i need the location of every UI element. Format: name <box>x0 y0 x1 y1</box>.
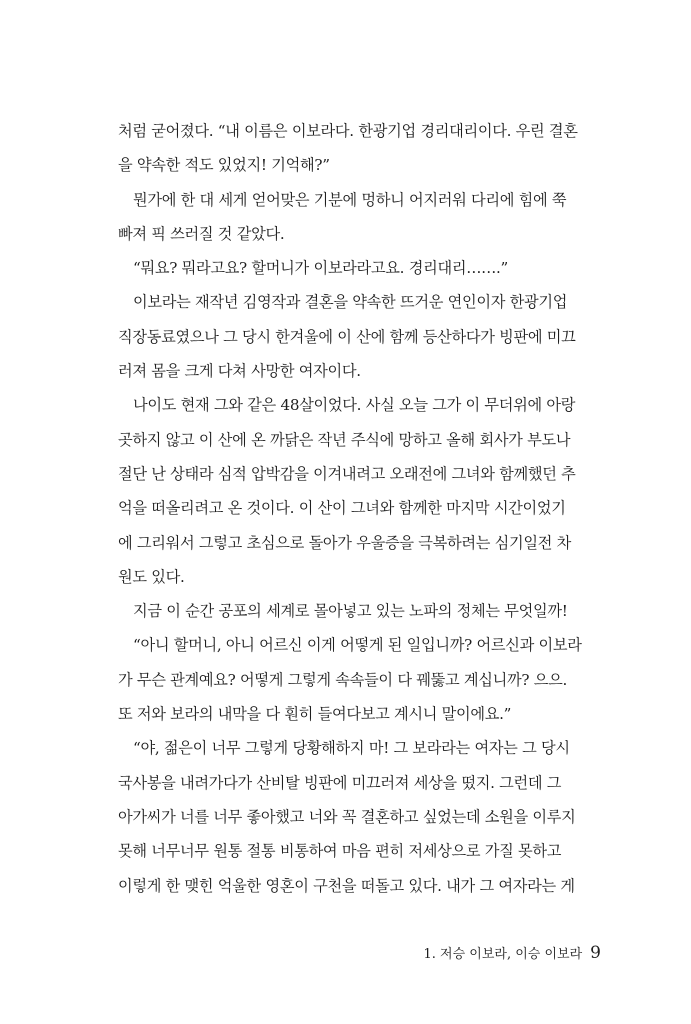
text-line: 못해 너무너무 원통 절통 비통하여 마음 편히 저세상으로 가질 못하고 <box>118 842 562 861</box>
text-line: 러져 몸을 크게 다쳐 사망한 여자이다. <box>118 362 361 381</box>
text-line: 아가씨가 너를 너무 좋아했고 너와 꼭 결혼하고 싶었는데 소원을 이루지 <box>118 807 576 826</box>
text-line: 을 약속한 적도 있었지! 기억해?” <box>118 156 330 175</box>
text-line: 원도 있다. <box>118 567 185 586</box>
text-line: 곳하지 않고 이 산에 온 까닭은 작년 주식에 망하고 올해 회사가 부도나 <box>118 430 571 449</box>
text-line: 국사봉을 내려가다가 산비탈 빙판에 미끄러져 세상을 떴지. 그런데 그 <box>118 773 562 792</box>
text-line: 지금 이 순간 공포의 세계로 몰아넣고 있는 노파의 정체는 무엇일까! <box>133 602 568 621</box>
text-line: 또 저와 보라의 내막을 다 훤히 들여다보고 계시니 말이에요.” <box>118 705 512 724</box>
text-line: 직장동료였으나 그 당시 한겨울에 이 산에 함께 등산하다가 빙판에 미끄 <box>118 327 576 346</box>
page-footer <box>424 943 601 965</box>
text-line: 나이도 현재 그와 같은 48살이었다. 사실 오늘 그가 이 무더위에 아랑 <box>133 396 576 415</box>
text-line: “뭐요? 뭐라고요? 할머니가 이보라라고요. 경리대리…….” <box>133 259 508 278</box>
text-line: 이보라는 재작년 김영작과 결혼을 약속한 뜨거운 연인이자 한광기업 <box>133 293 568 312</box>
text-line: 처럼 굳어졌다. “내 이름은 이보라다. 한광기업 경리대리이다. 우린 결혼 <box>118 122 578 140</box>
text-line: 억을 떠올리려고 온 것이다. 이 산이 그녀와 함께한 마지막 시간이었기 <box>118 499 566 518</box>
text-line: 빠져 픽 쓰러질 것 같았다. <box>118 224 285 243</box>
text-line: 가 무슨 관계예요? 어떻게 그렇게 속속들이 다 꿰뚫고 계십니까? 으으. <box>118 670 567 689</box>
text-line: 에 그리워서 그렇고 초심으로 돌아가 우울증을 극복하려는 심기일전 차 <box>118 533 571 552</box>
body-text <box>118 114 602 903</box>
text-line: 이렇게 한 맺힌 억울한 영혼이 구천을 떠돌고 있다. 내가 그 여자라는 게 <box>118 876 575 895</box>
text-line: 뭔가에 한 대 세게 얻어맞은 기분에 멍하니 어지러워 다리에 힘에 쭉 <box>133 190 567 209</box>
text-line: “아니 할머니, 아니 어르신 이게 어떻게 된 일입니까? 어르신과 이보라 <box>133 636 582 655</box>
page-number: 9 <box>590 943 601 963</box>
text-line: 절단 난 상태라 심적 압박감을 이겨내려고 오래전에 그녀와 함께했던 추 <box>118 464 576 483</box>
text-line: “야, 젊은이 너무 그렇게 당황해하지 마! 그 보라라는 여자는 그 당시 <box>133 739 570 758</box>
chapter-title: 1. 저승 이보라, 이승 이보라 <box>423 947 583 962</box>
